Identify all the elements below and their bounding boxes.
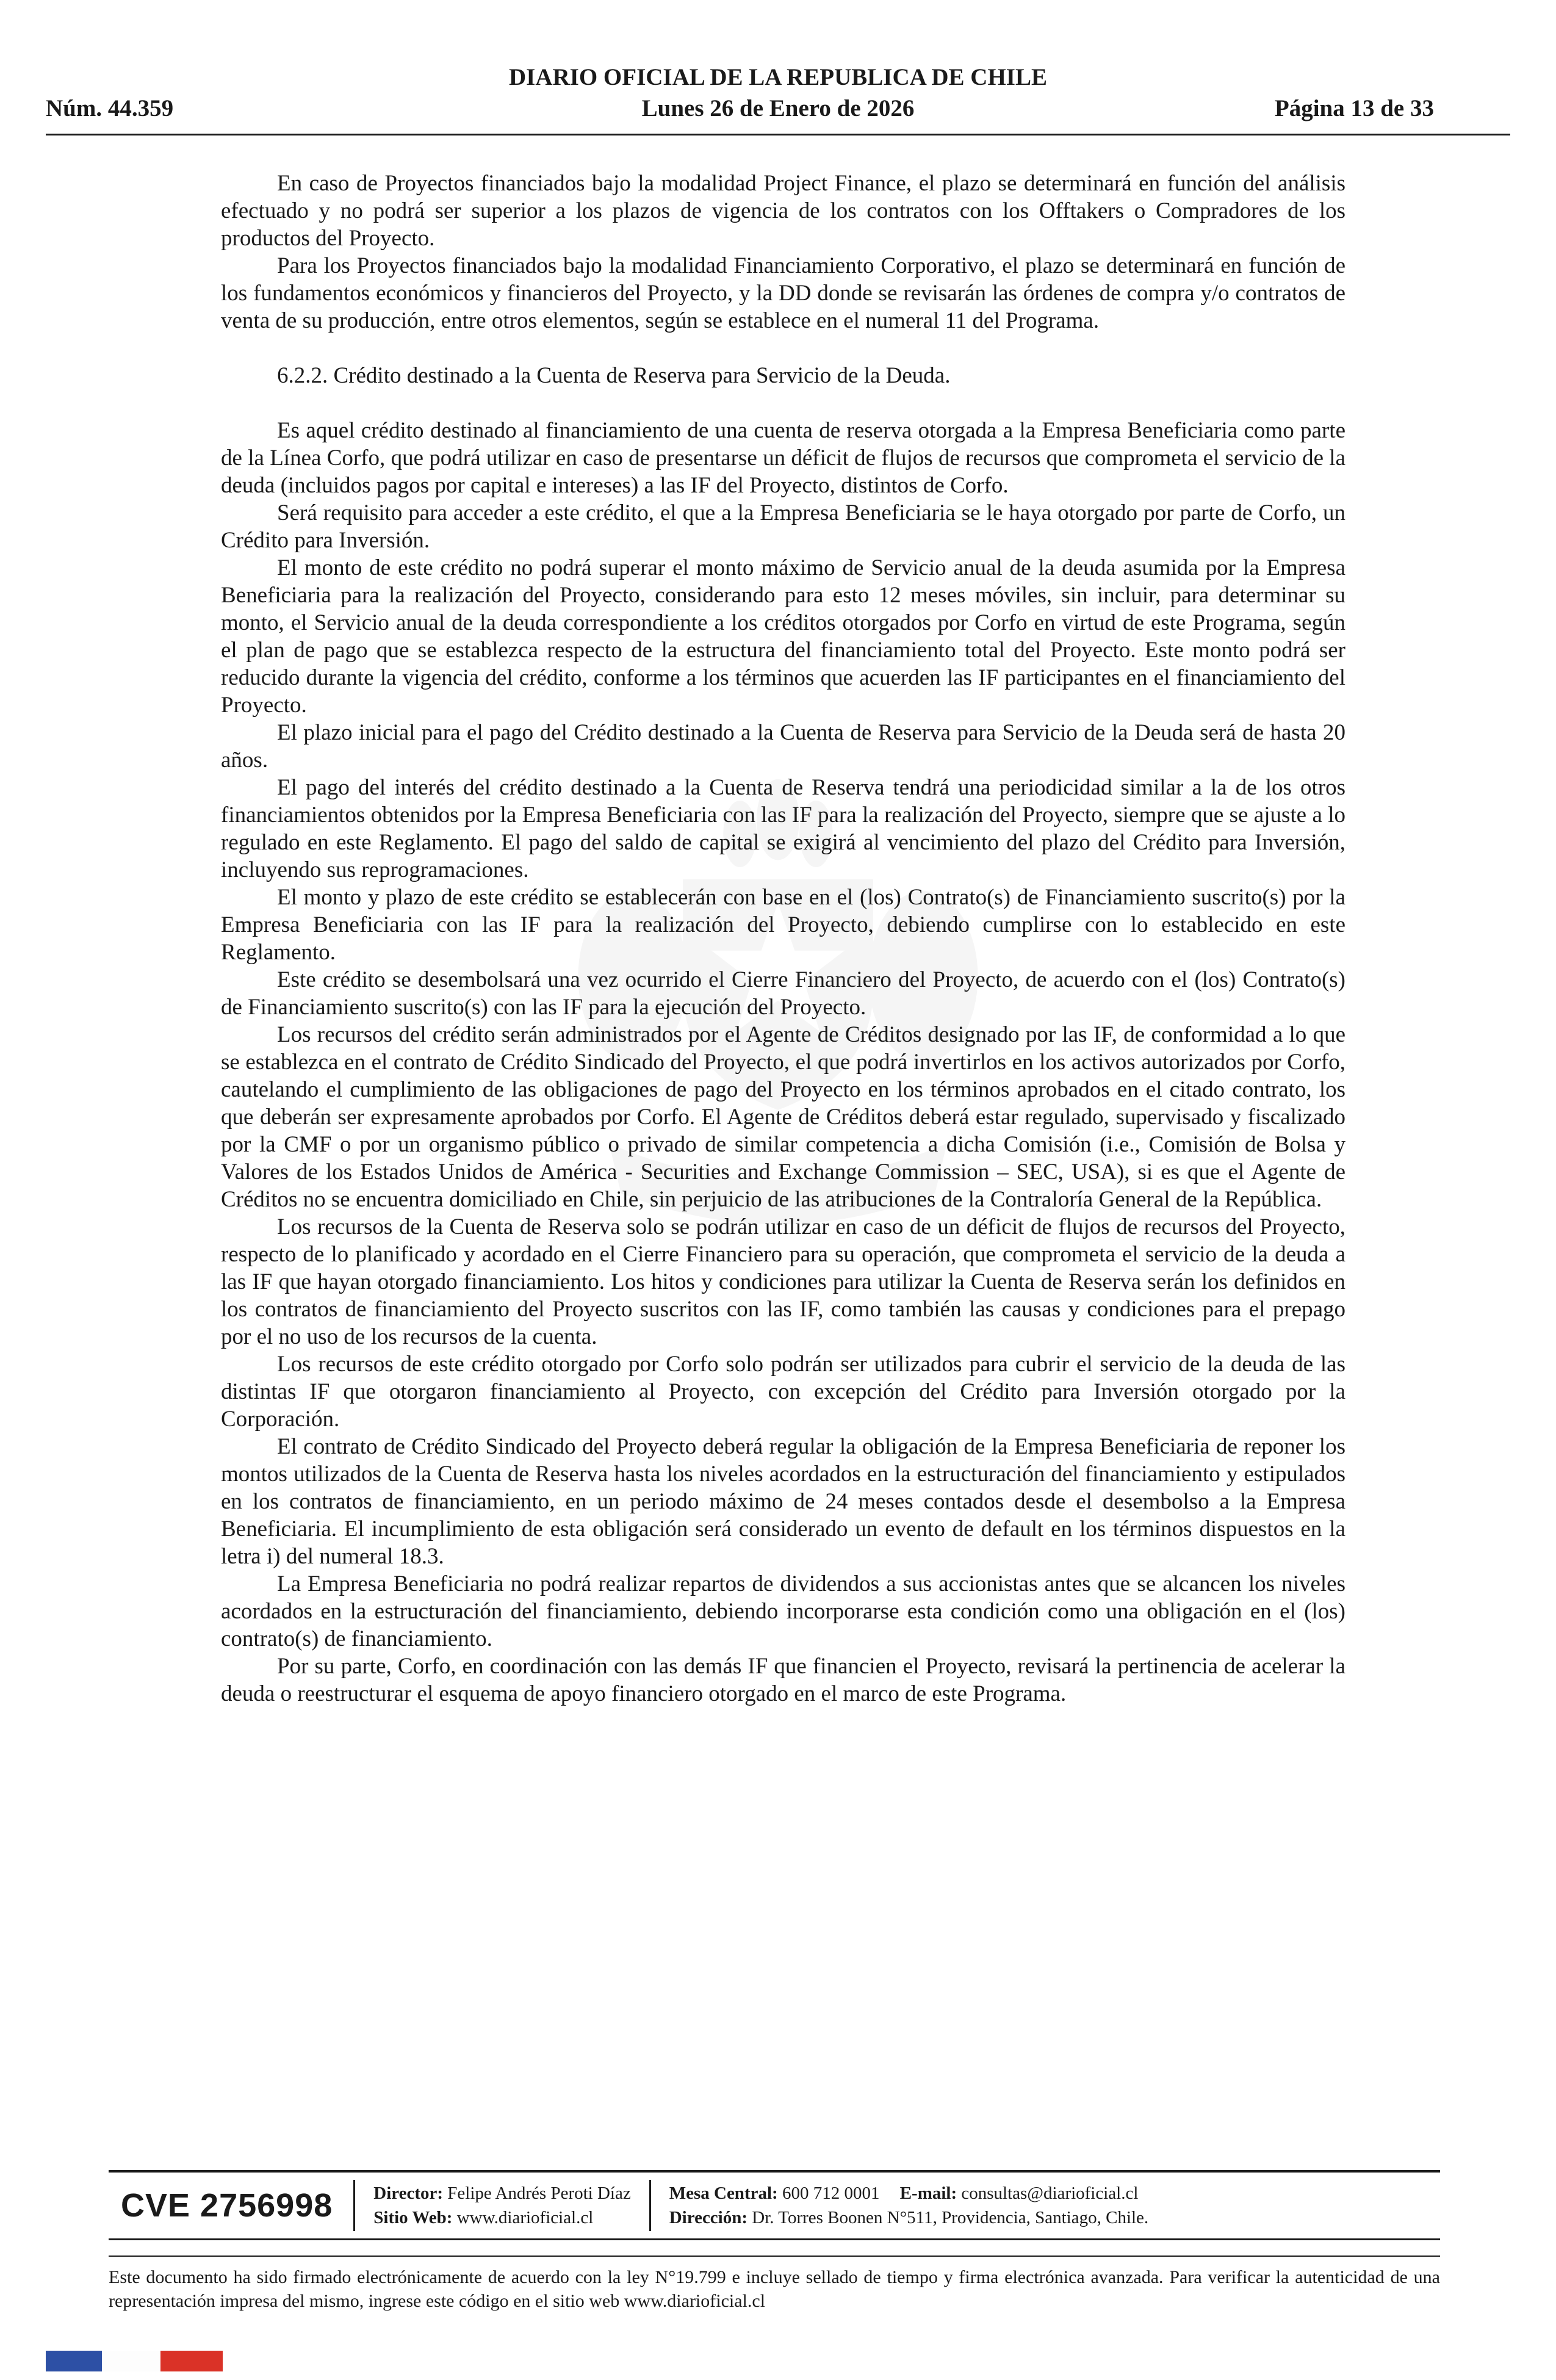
header-divider [46,134,1510,135]
siteweb-line [373,2205,630,2230]
cve-number: CVE 2756998 [121,2187,333,2224]
paragraph: Será requisito para acceder a este crédito, el que a la Empresa Beneficiaria se le haya otorgado por parte de Corfo, un Crédito para Inversión. [221,500,1345,553]
legal-notice: Este documento ha sido firmado electrónicamente de acuerdo con la ley N°19.799 e incluye sellado de tiempo y firma electrónica avanzada. Para verificar la autenticidad de una representación impresa del mismo, ingrese este código en el sitio web www.diarioficial.cl [109,2256,1440,2313]
paragraph: El monto de este crédito no podrá superar el monto máximo de Servicio anual de la deuda asumida por la Empresa Beneficiaria para la realización del Proyecto, considerando para esto 12 meses móviles, sin incluir, para determinar su monto, el Servicio anual de la deuda correspondiente a los créditos otorgados por Corfo en virtud de este Programa, según el plan de pago que se establezca respecto de la estructura del financiamiento total del Proyecto. Este monto podrá ser reducido durante la vigencia del crédito, conforme a los términos que acuerden las IF participantes en el financiamiento del Proyecto. [221,555,1345,718]
section-heading: 6.2.2. Crédito destinado a la Cuenta de Reserva para Servicio de la Deuda. [277,363,951,388]
paragraph: Este crédito se desembolsará una vez ocurrido el Cierre Financiero del Proyecto, de acuerdo con el (los) Contrato(s) de Financiamiento suscrito(s) con las IF para la ejecución del Proyecto. [221,967,1345,1020]
paragraph: La Empresa Beneficiaria no podrá realizar repartos de dividendos a sus accionistas antes que se alcancen los niveles acordados en la estructuración del financiamiento, debiendo incorporarse esta condición como una obligación en el (los) contrato(s) de financiamiento. [221,1571,1345,1651]
chile-flag [46,2351,223,2371]
director-name: Felipe Andrés Peroti Díaz [447,2183,631,2203]
mesa-central-number: 600 712 0001 [782,2183,880,2203]
paragraph: Para los Proyectos financiados bajo la modalidad Financiamiento Corporativo, el plazo se determinará en función de los fundamentos económicos y financieros del Proyecto, y la DD donde se revisarán las órdenes de compra y/o contratos de venta de su producción, entre otros elementos, según se establece en el numeral 11 del Programa. [221,253,1345,333]
issue-number: Núm. 44.359 [46,95,174,121]
paragraph: El contrato de Crédito Sindicado del Proyecto deberá regular la obligación de la Empresa Beneficiaria de reponer los montos utilizados de la Cuenta de Reserva hasta los niveles acordados en la estructuración del financiamiento y estipulados en los contratos de financiamiento, en un periodo máximo de 24 meses contados desde el desembolso a la Empresa Beneficiaria. El incumplimiento de esta obligación será considerado un evento de default en los términos dispuestos en la letra i) del numeral 18.3. [221,1434,1345,1569]
gazette-title: DIARIO OFICIAL DE LA REPUBLICA DE CHILE [508,64,1047,90]
paragraph: El pago del interés del crédito destinado a la Cuenta de Reserva tendrá una periodicidad similar a la de los otros financiamientos obtenidos por la Empresa Beneficiaria con las IF para la realización del Proyecto, siempre que se ajuste a lo regulado en este Reglamento. El pago del saldo de capital se exigirá al vencimiento del plazo del Crédito para Inversión, incluyendo sus reprogramaciones. [221,775,1345,882]
director-label: Director: [373,2183,444,2203]
director-line [373,2181,630,2205]
mesa-central-label: Mesa Central: [669,2183,778,2203]
page-indicator: Página 13 de 33 [1274,95,1434,121]
flag-blue-segment [46,2351,102,2371]
document-body [221,170,1345,1707]
email-label: E-mail: [899,2183,957,2203]
paragraph: Por su parte, Corfo, en coordinación con las demás IF que financien el Proyecto, revisará la pertinencia de acelerar la deuda o reestructurar el esquema de apoyo financiero otorgado en el marco de este Programa. [221,1654,1345,1706]
paragraph: El monto y plazo de este crédito se establecerán con base en el (los) Contrato(s) de Financiamiento suscrito(s) por la Empresa Beneficiaria con las IF para la realización del Proyecto, debiendo cumplirse con lo establecido en este Reglamento. [221,885,1345,965]
header-meta-row [0,95,1556,125]
paragraph: Los recursos de la Cuenta de Reserva solo se podrán utilizar en caso de un déficit de flujos de recursos del Proyecto, respecto de lo planificado y acordado en el Cierre Financiero para su operación, que comprometa el servicio de la deuda a las IF que hayan otorgado financiamiento. Los hitos y condiciones para utilizar la Cuenta de Reserva serán los definidos en los contratos de financiamiento del Proyecto suscritos con las IF, como también las causas y condiciones para el prepago por el no uso de los recursos de la cuenta. [221,1214,1345,1349]
contact-info [651,2180,1167,2231]
direccion-line [669,2205,1148,2230]
direccion-value: Dr. Torres Boonen N°511, Providencia, Santiago, Chile. [752,2208,1149,2227]
siteweb-url: www.diarioficial.cl [456,2208,594,2227]
paragraph: El plazo inicial para el pago del Crédito destinado a la Cuenta de Reserva para Servicio de la Deuda será de hasta 20 años. [221,720,1345,773]
page-header [0,0,1556,135]
flag-red-segment [160,2351,223,2371]
paragraph: Es aquel crédito destinado al financiamiento de una cuenta de reserva otorgada a la Empresa Beneficiaria como parte de la Línea Corfo, que podrá utilizar en caso de presentarse un déficit de flujos de recursos que comprometa el servicio de la deuda (incluidos pagos por capital e intereses) a las IF del Proyecto, distintos de Corfo. [221,418,1345,498]
mesa-central-line [669,2181,1148,2205]
paragraph: Los recursos de este crédito otorgado por Corfo solo podrán ser utilizados para cubrir el servicio de la deuda de las distintas IF que otorgaron financiamiento al Proyecto, con excepción del Crédito para Inversión otorgado por la Corporación. [221,1352,1345,1432]
issue-date: Lunes 26 de Enero de 2026 [641,95,915,121]
paragraph: Los recursos del crédito serán administrados por el Agente de Créditos designado por las IF, de conformidad a lo que se establezca en el contrato de Crédito Sindicado del Proyecto, el que podrá invertirlos en los activos autorizados por Corfo, cautelando el cumplimiento de las obligaciones de pago del Proyecto en los términos aprobados en el citado contrato, los que deberán ser expresamente aprobados por Corfo. El Agente de Créditos deberá estar regulado, supervisado y fiscalizado por la CMF o por un organismo público o privado de similar competencia a dicha Comisión (i.e., Comisión de Bolsa y Valores de los Estados Unidos de América - Securities and Exchange Commission – SEC, USA), si es que el Agente de Créditos no se encuentra domiciliado en Chile, sin perjuicio de las atribuciones de la Contraloría General de la República. [221,1022,1345,1212]
flag-white-segment [102,2351,160,2371]
paragraph: En caso de Proyectos financiados bajo la modalidad Project Finance, el plazo se determinará en función del análisis efectuado y no podrá ser superior a los plazos de vigencia de los contratos con los Offtakers o Compradores de los productos del Proyecto. [221,171,1345,251]
email-address: consultas@diarioficial.cl [961,2183,1139,2203]
cve-footer-box [109,2170,1440,2240]
siteweb-label: Sitio Web: [373,2208,453,2227]
direccion-label: Dirección: [669,2208,748,2227]
director-info [355,2180,649,2231]
